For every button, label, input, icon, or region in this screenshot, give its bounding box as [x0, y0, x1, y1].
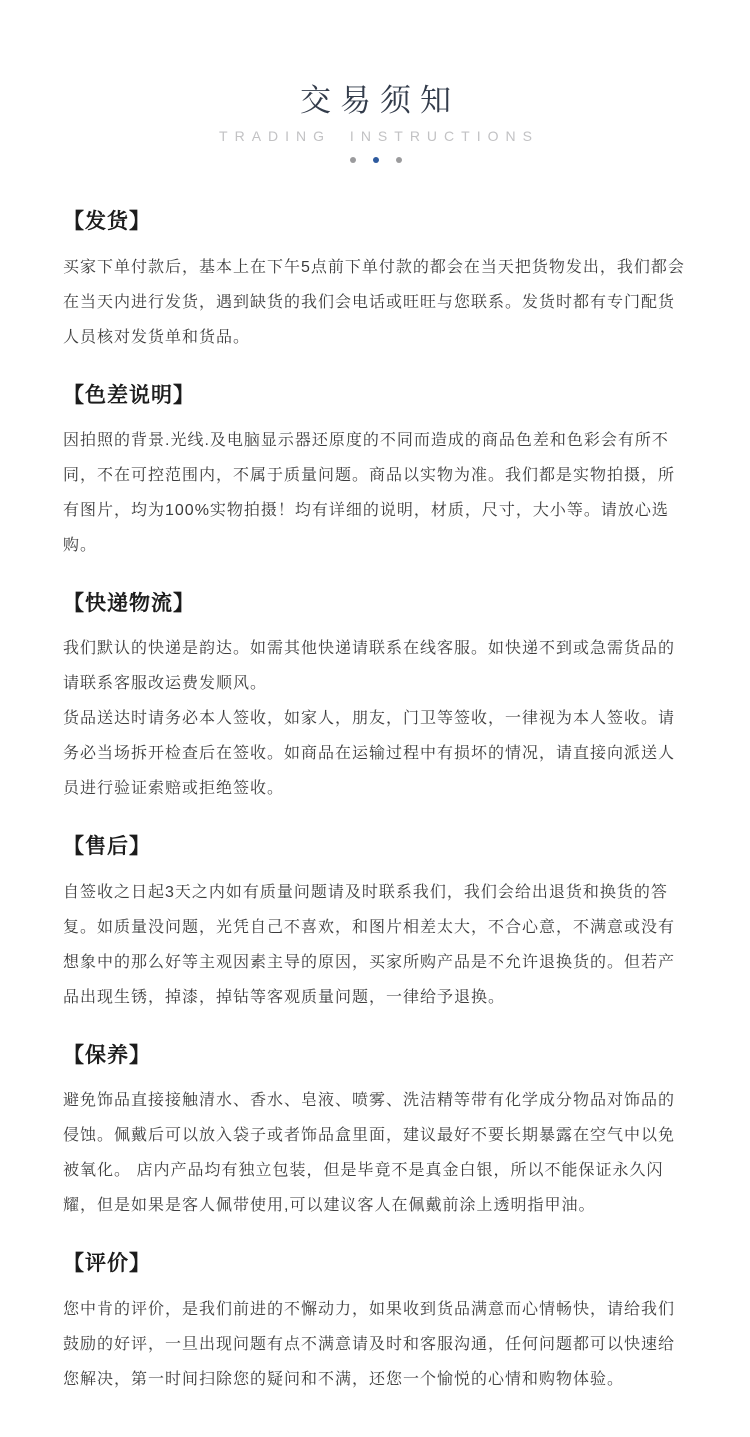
- section-paragraph: 因拍照的背景.光线.及电脑显示器还原度的不同而造成的商品色差和色彩会有所不同，不在可控范围内，不属于质量问题。商品以实物为准。我们都是实物拍摄，所有图片，均为100%实物拍摄！均有详细的说明，材质，尺寸，大小等。请放心选购。: [63, 431, 676, 554]
- section-shipping: [63, 207, 688, 354]
- dot-icon: [373, 157, 379, 163]
- dot-icon: [396, 157, 402, 163]
- notice-content: [63, 207, 688, 1396]
- section-heading: 【快递物流】: [63, 591, 195, 615]
- section-paragraph: 自签收之日起3天之内如有质量问题请及时联系我们，我们会给出退货和换货的答复。如质量没问题，光凭自己不喜欢，和图片相差太大，不合心意，不满意或没有想象中的那么好等主观因素主导的原因，买家所购产品是不允许退换货的。但若产品出现生锈，掉漆，掉钻等客观质量问题，一律给予退换。: [63, 883, 676, 1006]
- section-heading: 【色差说明】: [63, 383, 195, 407]
- page-title: 交易须知: [300, 83, 460, 118]
- section-maintenance: [63, 1041, 688, 1223]
- section-paragraph: 我们默认的快递是韵达。如需其他快递请联系在线客服。如快递不到或急需货品的请联系客服改运费发顺风。: [63, 640, 676, 693]
- dot-icon: [350, 157, 356, 163]
- section-color-difference: [63, 381, 688, 563]
- section-paragraph: 您中肯的评价，是我们前进的不懈动力，如果收到货品满意而心情畅快，请给我们鼓励的好评，一旦出现问题有点不满意请及时和客服沟通，任何问题都可以快速给您解决，第一时间扫除您的疑问和不满，还您一个愉悦的心情和购物体验。: [63, 1300, 676, 1388]
- page-subtitle: TRADING INSTRUCTIONS: [219, 128, 539, 145]
- section-paragraph: 避免饰品直接接触清水、香水、皂液、喷雾、洗洁精等带有化学成分物品对饰品的侵蚀。佩戴后可以放入袋子或者饰品盒里面，建议最好不要长期暴露在空气中以免被氧化。 店内产品均有独立包装，但是毕竟不是真金白银，所以不能保证永久闪耀，但是如果是客人佩带使用,可以建议客人在佩戴前涂上透明指甲油。: [63, 1092, 676, 1215]
- section-paragraph: 买家下单付款后，基本上在下午5点前下单付款的都会在当天把货物发出，我们都会在当天内进行发货，遇到缺货的我们会电话或旺旺与您联系。发货时都有专门配货人员核对发货单和货品。: [63, 258, 685, 346]
- section-heading: 【售后】: [63, 835, 151, 859]
- page-header: [63, 82, 688, 163]
- section-logistics: [63, 589, 688, 806]
- section-heading: 【发货】: [63, 210, 151, 234]
- divider-dots: [63, 157, 688, 163]
- section-heading: 【评价】: [63, 1252, 151, 1276]
- section-heading: 【保养】: [63, 1043, 151, 1067]
- section-review: [63, 1249, 688, 1396]
- section-after-sales: [63, 832, 688, 1014]
- section-paragraph: 货品送达时请务必本人签收，如家人，朋友，门卫等签收，一律视为本人签收。请务必当场拆开检查后在签收。如商品在运输过程中有损坏的情况，请直接向派送人员进行验证索赔或拒绝签收。: [63, 710, 676, 798]
